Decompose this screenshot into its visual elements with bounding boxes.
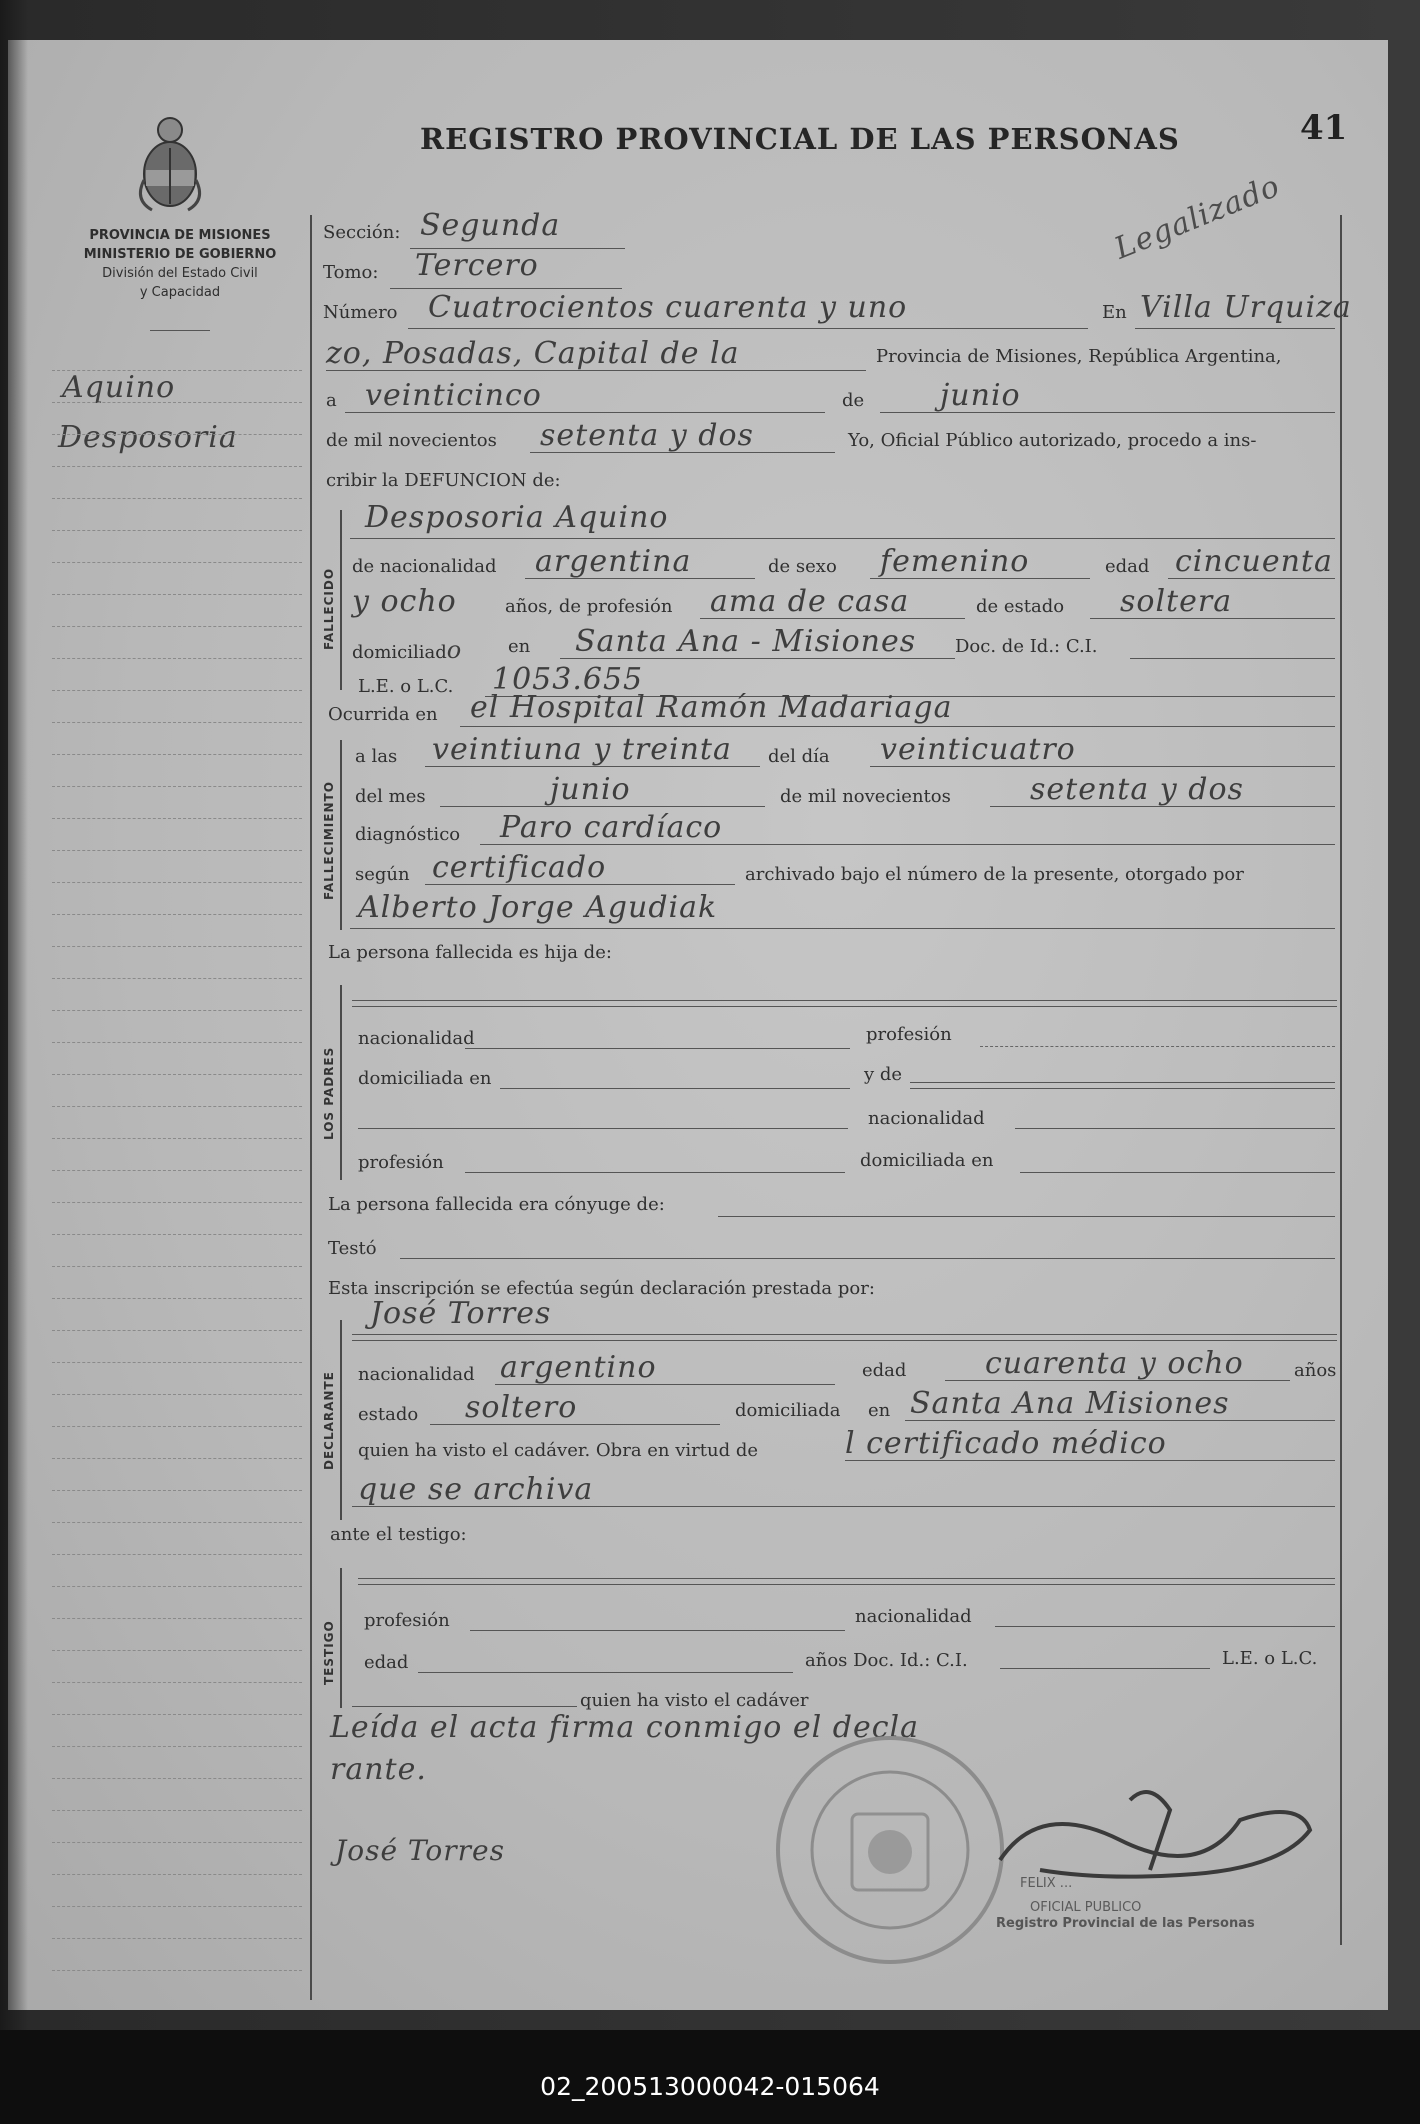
margin-rule-line xyxy=(52,690,302,691)
segun-label: según xyxy=(355,864,410,885)
stamp-line-2: OFICIAL PUBLICO xyxy=(1030,1900,1142,1915)
doc-label: Doc. de Id.: C.I. xyxy=(955,636,1098,657)
margin-rule-line xyxy=(52,1266,302,1267)
issuer-block xyxy=(55,226,305,302)
place-value-2: zo, Posadas, Capital de la xyxy=(326,336,740,371)
margin-rule-line xyxy=(52,1490,302,1491)
margin-rule-line xyxy=(52,1682,302,1683)
margin-rule-line xyxy=(52,1970,302,1971)
margin-rule-line xyxy=(52,946,302,947)
inscribir-text: cribir la DEFUNCION de: xyxy=(326,470,561,491)
declarante-estado-label: estado xyxy=(358,1404,419,1425)
numero-line xyxy=(408,328,1088,329)
en-label: En xyxy=(1102,302,1127,323)
testo-line xyxy=(400,1258,1335,1259)
padre-profesion-line xyxy=(980,1046,1335,1047)
seccion-label: Sección: xyxy=(323,222,401,243)
tomo-value: Tercero xyxy=(415,248,539,283)
place-line-1 xyxy=(1135,328,1335,329)
closing-line-1: Leída el acta firma conmigo el decla xyxy=(330,1710,920,1745)
anio-fallec-line xyxy=(990,806,1335,807)
fallecido-side-label: FALLECIDO xyxy=(322,567,336,650)
dia-fallec-value: veinticuatro xyxy=(880,732,1076,767)
margin-rule-line xyxy=(52,1618,302,1619)
margin-rule-line xyxy=(52,722,302,723)
declarante-estado-value: soltero xyxy=(465,1390,578,1425)
declarante-en-label: en xyxy=(868,1400,891,1421)
image-caption: 02_200513000042-015064 xyxy=(540,2072,880,2101)
declarante-intro: Esta inscripción se efectúa según declaración prestada por: xyxy=(328,1278,875,1299)
margin-rule-line xyxy=(52,850,302,851)
declarante-nombre: José Torres xyxy=(370,1296,552,1331)
madre-extra-line xyxy=(358,1128,848,1129)
mes-fallec-value: junio xyxy=(550,772,631,807)
nombre-line xyxy=(350,538,1335,539)
estado-value: soltera xyxy=(1120,584,1233,619)
spine-shadow xyxy=(8,40,28,2010)
anio-prefix: de mil novecientos xyxy=(326,430,497,451)
testigo-quien-label: quien ha visto el cadáver xyxy=(580,1690,809,1711)
declarante-nacionalidad-value: argentino xyxy=(500,1350,657,1385)
y-de-label: y de xyxy=(864,1064,903,1085)
padres-side-label: LOS PADRES xyxy=(322,1046,336,1140)
declarante-virtud-line-2 xyxy=(352,1506,1335,1507)
margin-rule-line xyxy=(52,658,302,659)
margin-rule-line xyxy=(52,434,302,435)
declarante-edad-label: edad xyxy=(862,1360,907,1381)
margin-rule-line xyxy=(52,1554,302,1555)
domicilio-en-label: en xyxy=(508,636,531,657)
padres-bracket xyxy=(340,985,342,1180)
margin-rule-line xyxy=(52,1170,302,1171)
ocurrida-value: el Hospital Ramón Madariaga xyxy=(470,690,953,725)
testigo-bracket xyxy=(340,1568,342,1708)
seccion-value: Segunda xyxy=(420,208,561,243)
dia-fallec-line xyxy=(870,766,1335,767)
edad-value-2: y ocho xyxy=(352,584,457,619)
testigo-side-label: TESTIGO xyxy=(322,1620,336,1685)
declarante-nacionalidad-label: nacionalidad xyxy=(358,1364,475,1385)
hora-value: veintiuna y treinta xyxy=(432,732,732,767)
declarante-virtud-value-2: que se archiva xyxy=(358,1472,594,1507)
margin-rule-line xyxy=(52,1746,302,1747)
margin-rule-line xyxy=(52,1010,302,1011)
testigo-intro: ante el testigo: xyxy=(330,1524,467,1545)
fallecimiento-side-label: FALLECIMIENTO xyxy=(322,781,336,900)
margin-rule-line xyxy=(52,786,302,787)
dia-line xyxy=(345,412,825,413)
declarante-bracket xyxy=(340,1320,342,1520)
madre-nombre-line xyxy=(910,1082,1335,1083)
madre-nacionalidad-line xyxy=(1015,1128,1335,1129)
margin-rule-line xyxy=(52,1458,302,1459)
archivado-text: archivado bajo el número de la presente, otorgado por xyxy=(745,864,1244,885)
del-dia-label: del día xyxy=(768,746,830,767)
testigo-le-lc-label: L.E. o L.C. xyxy=(1222,1648,1318,1669)
sexo-value: femenino xyxy=(880,544,1030,579)
madre-domiciliada-label: domiciliada en xyxy=(860,1150,994,1171)
anio-value: setenta y dos xyxy=(540,418,754,453)
officer-signature-icon xyxy=(980,1780,1330,1890)
margin-given-name: Desposoria xyxy=(58,420,238,455)
testigo-profesion-label: profesión xyxy=(364,1610,450,1631)
margin-rule-line xyxy=(52,498,302,499)
sexo-line xyxy=(870,578,1090,579)
margin-rule-line xyxy=(52,1778,302,1779)
oficial-text: Yo, Oficial Público autorizado, procedo a ins- xyxy=(848,430,1257,451)
margin-rule-line xyxy=(52,1810,302,1811)
testigo-edad-label: edad xyxy=(364,1652,409,1673)
fallecimiento-bracket xyxy=(340,740,342,930)
diagnostico-line xyxy=(480,844,1335,845)
tomo-line xyxy=(390,288,622,289)
declarante-nombre-line xyxy=(352,1334,1337,1335)
testigo-nacionalidad-line xyxy=(995,1626,1335,1627)
domicilio-line xyxy=(560,658,955,659)
coat-of-arms-icon xyxy=(132,110,208,218)
margin-rule-line xyxy=(52,1874,302,1875)
edad-value-1: cincuenta xyxy=(1175,544,1333,579)
nacionalidad-value: argentina xyxy=(535,544,692,579)
de-label: de xyxy=(842,390,865,411)
margin-rule-line xyxy=(52,402,302,403)
padre-nombre-line xyxy=(352,1000,1337,1001)
margin-rule-line xyxy=(52,562,302,563)
domicilio-label-text: domiciliad xyxy=(352,642,447,663)
margin-rule-line xyxy=(52,370,302,371)
medico-line xyxy=(350,928,1335,929)
estado-label: de estado xyxy=(976,596,1065,617)
right-border xyxy=(1340,215,1342,1945)
page-title: REGISTRO PROVINCIAL DE LAS PERSONAS xyxy=(420,122,1180,156)
tomo-label: Tomo: xyxy=(323,262,379,283)
padre-domiciliada-line xyxy=(500,1088,850,1089)
testigo-edad-line xyxy=(418,1672,793,1673)
margin-rule-line xyxy=(52,1074,302,1075)
declarante-anios-label: años xyxy=(1294,1360,1337,1381)
margin-rule-line xyxy=(52,882,302,883)
declarante-virtud-value-1: l certificado médico xyxy=(845,1426,1167,1461)
testigo-doc-line xyxy=(1000,1668,1210,1669)
margin-rule-line xyxy=(52,1906,302,1907)
mes-line xyxy=(880,412,1335,413)
domicilio-label xyxy=(352,636,462,664)
edad-label: edad xyxy=(1105,556,1150,577)
margin-rule-line xyxy=(52,1650,302,1651)
issuer-line: MINISTERIO DE GOBIERNO xyxy=(83,247,277,262)
a-las-label: a las xyxy=(355,746,398,767)
testigo-nombre-line-2 xyxy=(358,1584,1335,1585)
margin-rule-line xyxy=(52,978,302,979)
margin-rule-line xyxy=(52,594,302,595)
margin-rule-line xyxy=(52,818,302,819)
margin-rule-line xyxy=(52,754,302,755)
anio-fallec-label: de mil novecientos xyxy=(780,786,951,807)
diagnostico-label: diagnóstico xyxy=(355,824,461,845)
margin-rule-line xyxy=(52,1042,302,1043)
declarante-side-label: DECLARANTE xyxy=(322,1371,336,1470)
closing-line-2: rante. xyxy=(330,1752,427,1787)
testigo-nombre-line xyxy=(358,1578,1335,1579)
place-value-1: Villa Urquiza xyxy=(1140,290,1352,325)
madre-domiciliada-line xyxy=(1020,1172,1335,1173)
sexo-label: de sexo xyxy=(768,556,837,577)
declarante-domiciliada-label: domiciliada xyxy=(735,1400,841,1421)
ocurrida-line xyxy=(460,726,1335,727)
margin-rule-line xyxy=(52,1426,302,1427)
domicilio-value: Santa Ana - Misiones xyxy=(575,624,917,659)
madre-nombre-line-2 xyxy=(910,1088,1335,1089)
madre-profesion-label: profesión xyxy=(358,1152,444,1173)
issuer-line: y Capacidad xyxy=(139,285,221,300)
declarante-domicilio-value: Santa Ana Misiones xyxy=(910,1386,1230,1421)
diagnostico-value: Paro cardíaco xyxy=(500,810,723,845)
conyuge-label: La persona fallecida era cónyuge de: xyxy=(328,1194,665,1215)
testigo-nacionalidad-label: nacionalidad xyxy=(855,1606,972,1627)
medico-value: Alberto Jorge Agudiak xyxy=(358,890,718,925)
a-label: a xyxy=(326,390,337,411)
padre-nacionalidad-line xyxy=(465,1048,850,1049)
testigo-quien-line-left xyxy=(352,1706,577,1707)
provincia-text: Provincia de Misiones, República Argentina, xyxy=(876,346,1282,367)
margin-rule-line xyxy=(52,914,302,915)
nacionalidad-line xyxy=(525,578,755,579)
doc-line xyxy=(1130,658,1335,659)
profesion-line xyxy=(700,618,965,619)
margin-rule-line xyxy=(52,1138,302,1139)
margin-surname: Aquino xyxy=(62,370,176,405)
le-lc-value: 1053.655 xyxy=(492,662,644,697)
margin-rule-line xyxy=(52,1586,302,1587)
margin-rule-line xyxy=(52,1202,302,1203)
declarante-nombre-line-2 xyxy=(352,1340,1337,1341)
page-number: 41 xyxy=(1300,108,1348,148)
declarante-quien-label: quien ha visto el cadáver. Obra en virtud de xyxy=(358,1440,759,1461)
segun-line xyxy=(425,884,735,885)
nacionalidad-label: de nacionalidad xyxy=(352,556,497,577)
padre-nacionalidad-label: nacionalidad xyxy=(358,1028,475,1049)
testigo-profesion-line xyxy=(470,1630,845,1631)
testigo-anios-doc-label: años Doc. Id.: C.I. xyxy=(805,1650,968,1671)
margin-rule-line xyxy=(52,1938,302,1939)
anio-line xyxy=(530,452,835,453)
issuer-underline xyxy=(150,330,210,331)
mes-value: junio xyxy=(940,378,1021,413)
madre-profesion-line xyxy=(465,1172,845,1173)
official-seal-icon xyxy=(770,1730,1010,1970)
issuer-line: División del Estado Civil xyxy=(102,266,258,281)
margin-rule-line xyxy=(52,1394,302,1395)
anios-profesion-label: años, de profesión xyxy=(505,596,673,617)
padre-profesion-label: profesión xyxy=(866,1024,952,1045)
mes-fallec-line xyxy=(440,806,765,807)
numero-label: Número xyxy=(323,302,398,323)
stamp-line-1: FELIX ... xyxy=(1020,1876,1073,1891)
fallecido-nombre: Desposoria Aquino xyxy=(365,500,669,535)
declarante-signature: José Torres xyxy=(335,1834,505,1867)
estado-line xyxy=(1090,618,1335,619)
stamp-line-3: Registro Provincial de las Personas xyxy=(996,1916,1255,1931)
margin-rule-line xyxy=(52,1106,302,1107)
hora-line xyxy=(425,766,760,767)
segun-value: certificado xyxy=(432,850,607,885)
conyuge-line xyxy=(718,1216,1335,1217)
anio-fallec-value: setenta y dos xyxy=(1030,772,1244,807)
issuer-line: PROVINCIA DE MISIONES xyxy=(89,228,271,243)
declarante-edad-line xyxy=(945,1380,1290,1381)
dia-value: veinticinco xyxy=(365,378,542,413)
margin-rule-line xyxy=(52,1842,302,1843)
margin-stamp: Legalizado xyxy=(1109,168,1286,267)
padre-nombre-line-2 xyxy=(352,1006,1337,1007)
declarante-nacionalidad-line xyxy=(495,1384,835,1385)
margin-rule-line xyxy=(52,1714,302,1715)
margin-divider xyxy=(310,215,312,2000)
margin-rule-line xyxy=(52,530,302,531)
declarante-edad-value: cuarenta y ocho xyxy=(985,1346,1244,1381)
margin-rule-line xyxy=(52,626,302,627)
declarante-virtud-line-1 xyxy=(845,1460,1335,1461)
declarante-domicilio-line xyxy=(905,1420,1335,1421)
margin-rule-line xyxy=(52,1330,302,1331)
margin-rule-line xyxy=(52,1522,302,1523)
numero-value: Cuatrocientos cuarenta y uno xyxy=(428,290,908,325)
margin-rule-line xyxy=(52,1234,302,1235)
margin-rule-line xyxy=(52,466,302,467)
place-line-2 xyxy=(326,370,866,371)
padre-domiciliada-label: domiciliada en xyxy=(358,1068,492,1089)
del-mes-label: del mes xyxy=(355,786,426,807)
declarante-estado-line xyxy=(430,1424,720,1425)
margin-rule-line xyxy=(52,1298,302,1299)
profesion-value: ama de casa xyxy=(710,584,910,619)
edad-line-1 xyxy=(1168,578,1335,579)
ocurrida-label: Ocurrida en xyxy=(328,704,438,725)
margin-rule-line xyxy=(52,1362,302,1363)
padres-intro: La persona fallecida es hija de: xyxy=(328,942,612,963)
madre-nacionalidad-label: nacionalidad xyxy=(868,1108,985,1129)
le-lc-label: L.E. o L.C. xyxy=(358,676,454,697)
fallecido-bracket xyxy=(340,510,342,690)
domicilio-gender: o xyxy=(446,636,463,664)
testo-label: Testó xyxy=(328,1238,377,1259)
